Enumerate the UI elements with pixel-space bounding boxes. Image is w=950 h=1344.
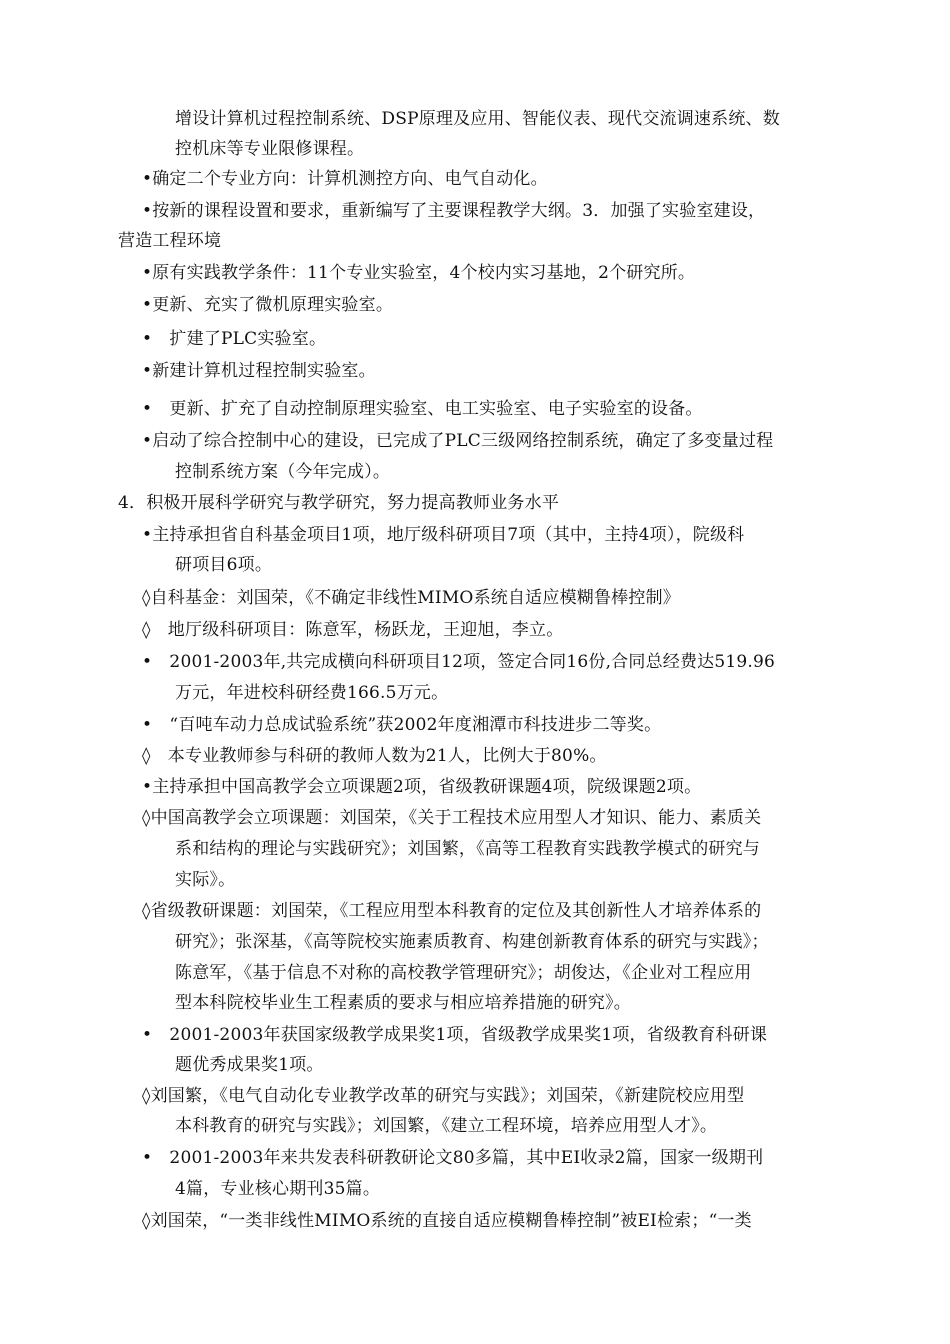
text-line: • 2001-2003年来共发表科研教研论文80多篇，其中EI收录2篇，国家一级期刊	[142, 1148, 764, 1168]
text-line: 题优秀成果奖1项。	[175, 1055, 324, 1075]
text-line: • 2001-2003年,共完成横向科研项目12项，签定合同16份,合同总经费达519.96	[142, 652, 776, 672]
text-line: •原有实践教学条件：11个专业实验室，4个校内实习基地，2个研究所。	[142, 263, 696, 283]
text-line: ◊刘国荣，“一类非线性MIMO系统的直接自适应模糊鲁棒控制”被EI检索；“一类	[142, 1211, 752, 1231]
text-line: 控制系统方案（今年完成）。	[175, 462, 391, 482]
text-line: 实际》。	[175, 870, 236, 890]
text-line: 陈意军，《基于信息不对称的高校教学管理研究》；胡俊达，《企业对工程应用	[175, 963, 752, 983]
text-line: •主持承担中国高教学会立项课题2项，省级教研课题4项，院级课题2项。	[142, 777, 702, 797]
text-line: 增设计算机过程控制系统、DSP原理及应用、智能仪表、现代交流调速系统、数	[175, 109, 780, 129]
text-line: ◊中国高教学会立项课题：刘国荣，《关于工程技术应用型人才知识、能力、素质关	[142, 808, 762, 828]
text-line: •新建计算机过程控制实验室。	[142, 361, 376, 381]
text-line: •确定二个专业方向：计算机测控方向、电气自动化。	[142, 169, 548, 189]
section-heading: 4．积极开展科学研究与教学研究，努力提高教师业务水平	[118, 493, 560, 513]
text-line: 型本科院校毕业生工程素质的要求与相应培养措施的研究》。	[175, 993, 631, 1013]
text-line: •更新、充实了微机原理实验室。	[142, 295, 394, 315]
text-line: ◊自科基金：刘国荣，《不确定非线性MIMO系统自适应模糊鲁棒控制》	[142, 588, 680, 608]
text-line: 营造工程环境	[118, 231, 222, 251]
text-line: • 2001-2003年获国家级教学成果奖1项，省级教学成果奖1项，省级教育科研课	[142, 1025, 768, 1045]
text-line: •主持承担省自科基金项目1项，地厅级科研项目7项（其中，主持4项），院级科	[142, 525, 745, 545]
text-line: •启动了综合控制中心的建设，已完成了PLC三级网络控制系统，确定了多变量过程	[142, 431, 774, 451]
text-line: •按新的课程设置和要求，重新编写了主要课程教学大纲。3．加强了实验室建设，	[142, 201, 766, 221]
text-line: 控机床等专业限修课程。	[175, 139, 365, 159]
text-line: ◊省级教研课题：刘国荣，《工程应用型本科教育的定位及其创新性人才培养体系的	[142, 901, 762, 921]
text-line: 系和结构的理论与实践研究》；刘国繁，《高等工程教育实践教学模式的研究与	[175, 839, 760, 859]
text-line: • 扩建了PLC实验室。	[142, 329, 327, 349]
text-line: 研究》；张深基，《高等院校实施素质教育、构建创新教育体系的研究与实践》；	[175, 932, 769, 952]
text-line: 研项目6项。	[175, 555, 273, 575]
text-line: • “百吨车动力总成试验系统”获2002年度湘潭市科技进步二等奖。	[142, 715, 662, 735]
text-line: • 更新、扩充了自动控制原理实验室、电工实验室、电子实验室的设备。	[142, 399, 703, 419]
text-line: 万元，年进校科研经费166.5万元。	[175, 683, 449, 703]
text-line: 本科教育的研究与实践》；刘国繁，《建立工程环境，培养应用型人才》。	[175, 1116, 718, 1136]
text-line: ◊ 本专业教师参与科研的教师人数为21人，比例大于80%。	[142, 746, 607, 766]
text-line: 4篇，专业核心期刊35篇。	[175, 1179, 381, 1199]
text-line: ◊刘国繁，《电气自动化专业教学改革的研究与实践》；刘国荣，《新建院校应用型	[142, 1086, 745, 1106]
text-line: ◊ 地厅级科研项目：陈意军，杨跃龙，王迎旭，李立。	[142, 620, 564, 640]
